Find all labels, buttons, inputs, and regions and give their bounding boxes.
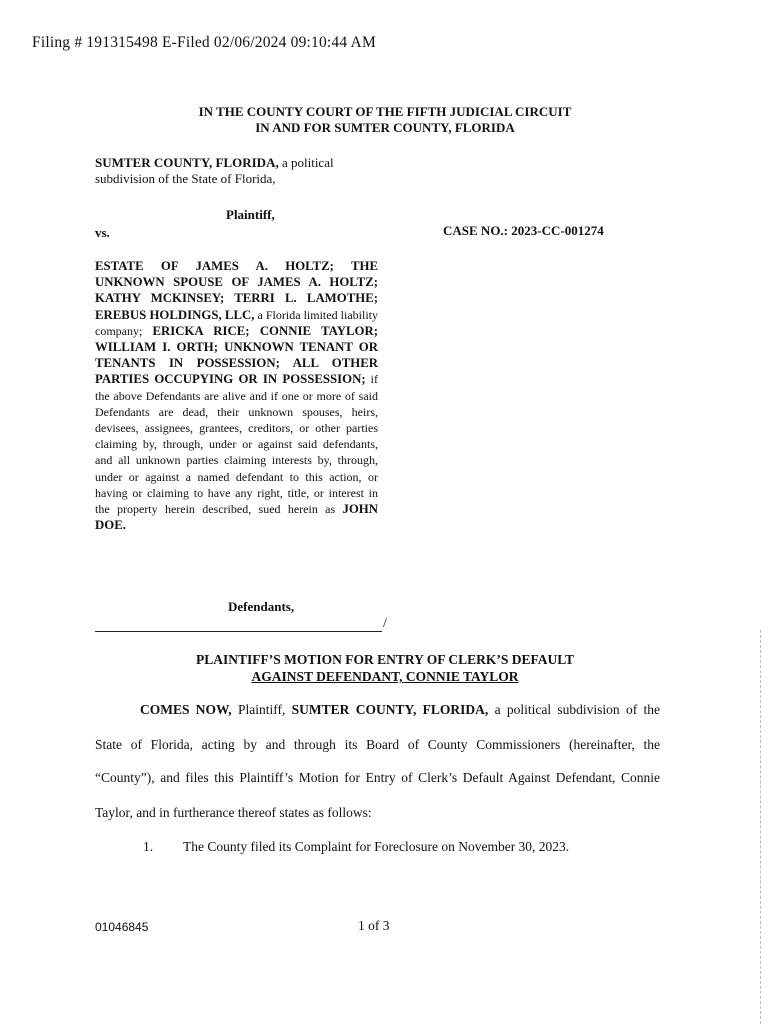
body-paragraph-line3: “County”), and files this Plaintiff’s Motion for Entry of Clerk’s Default Against Defendant, Connie <box>95 770 660 785</box>
body-paragraph-line1 <box>95 702 660 718</box>
versus: vs. <box>95 225 110 240</box>
john-doe: JOHN DOE. <box>95 502 378 533</box>
document-number: 01046845 <box>95 920 149 934</box>
case-number: CASE NO.: 2023-CC-001274 <box>443 223 604 238</box>
plaintiff-desc-part2: subdivision of the State of Florida, <box>95 171 276 186</box>
filing-stamp: Filing # 191315498 E-Filed 02/06/2024 09:10:44 AM <box>32 34 376 51</box>
motion-title-line2 <box>0 668 770 685</box>
defendants-description: if the above Defendants are alive and if one or more of said Defendants are dead, their unknown spouses, heirs, devisees, assignees, grantees, creditors, or other parties claiming by, through, under or against said defendants, and all unknown parties claiming interests by, through, under or against a named defendant to this action, or having or claiming to have any right, title, or interest in the property herein described, sued herein as <box>95 372 378 517</box>
defendant-names: ESTATE OF JAMES A. HOLTZ; THE UNKNOWN SPOUSE OF JAMES A. HOLTZ; KATHY MCKINSEY; TERRI L. LAMOTHE; EREBUS HOLDINGS, LLC, <box>95 259 378 322</box>
plaintiff-desc-part1: a political <box>278 155 334 170</box>
page-number: 1 of 3 <box>358 918 390 933</box>
defendant-names-2: ERICKA RICE; CONNIE TAYLOR; WILLIAM I. ORTH; UNKNOWN TENANT OR TENANTS IN POSSESSION; ALL OTHER PARTIES OCCUPYING OR IN POSSESSION; <box>95 323 378 387</box>
body-p1-county: SUMTER COUNTY, FLORIDA, <box>291 702 489 717</box>
erebus-description: a Florida limited liability company; <box>95 307 378 338</box>
plaintiff-name: SUMTER COUNTY, FLORIDA, <box>95 155 279 170</box>
plaintiff-label: Plaintiff, <box>226 207 275 222</box>
plaintiff-block <box>95 155 395 187</box>
body-paragraph-line2: State of Florida, acting by and through its Board of County Commissioners (hereinafter, the <box>95 737 660 752</box>
comes-now: COMES NOW, <box>140 702 232 717</box>
body-paragraph-line4: Taylor, and in furtherance thereof states as follows: <box>95 805 372 820</box>
motion-title-line1: PLAINTIFF’S MOTION FOR ENTRY OF CLERK’S DEFAULT <box>195 652 575 667</box>
caption-divider <box>95 631 382 632</box>
court-heading-line2: IN AND FOR SUMTER COUNTY, FLORIDA <box>255 120 515 135</box>
defendants-block <box>95 258 378 533</box>
body-p1-a: Plaintiff, <box>231 702 292 717</box>
scan-edge-marks <box>760 630 761 1024</box>
court-heading-line1: IN THE COUNTY COURT OF THE FIFTH JUDICIAL CIRCUIT <box>198 104 572 119</box>
caption-slash: / <box>383 616 387 631</box>
item-text: The County filed its Complaint for Foreclosure on November 30, 2023. <box>183 839 570 854</box>
motion-title-line2-text: AGAINST DEFENDANT, CONNIE TAYLOR <box>251 669 519 684</box>
defendants-label: Defendants, <box>228 599 295 614</box>
body-p1-c: a political subdivision of the <box>488 702 660 717</box>
item-number: 1. <box>143 839 154 854</box>
